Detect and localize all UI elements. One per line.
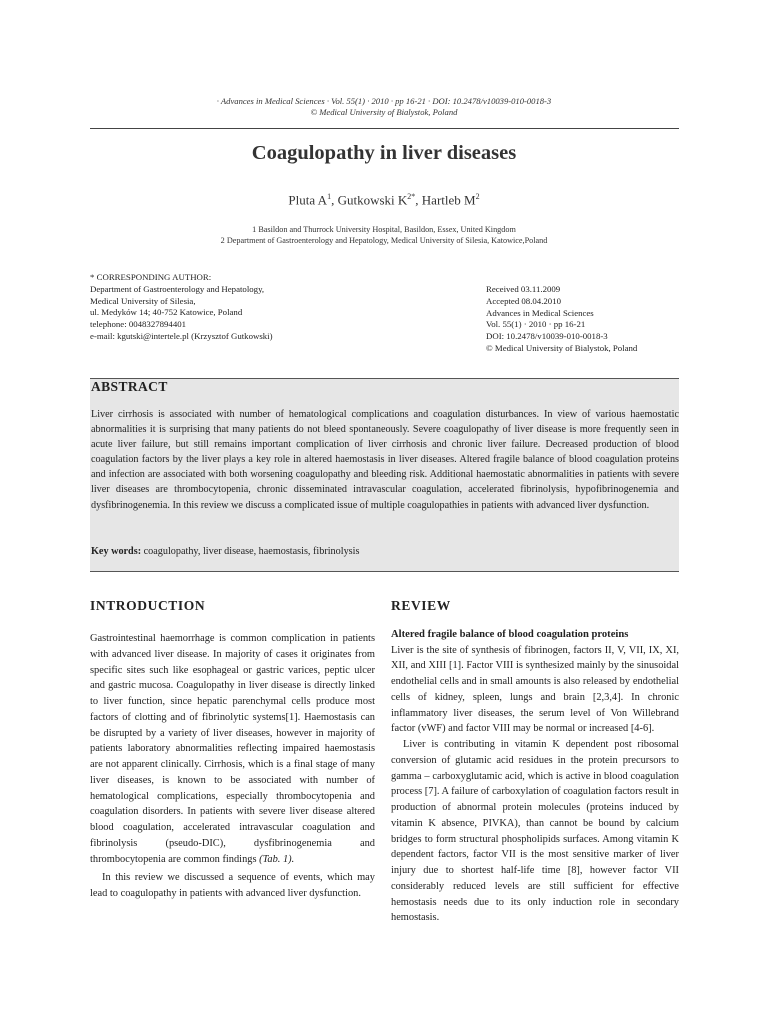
introduction-column bbox=[90, 598, 375, 902]
received-line: Advances in Medical Sciences bbox=[486, 307, 594, 318]
table-reference: (Tab. 1). bbox=[259, 853, 295, 865]
affiliation-1: 1 Basildon and Thurrock University Hospital, Basildon, Essex, United Kingdom bbox=[252, 225, 516, 234]
received-line: DOI: 10.2478/v10039-010-0018-3 bbox=[486, 331, 608, 342]
review-subheading: Altered fragile balance of blood coagulation proteins bbox=[391, 629, 629, 640]
introduction-heading: INTRODUCTION bbox=[90, 598, 206, 613]
introduction-paragraph bbox=[90, 631, 375, 867]
abstract-text: Liver cirrhosis is associated with number of hematological complications and coagulation disturbances. In view of various haemostatic abnormalities it is surprising that many patients do not bleed spontaneously. Severe coagulopathy of liver disease is more frequently seen in acute liver failure, but still remains important complication of liver cirrhosis and chronic liver failure. Decreased production of blood coagulation factors by the liver plays a key role in altered haemostasis in liver diseases. Altered fragile balance of blood coagulation proteins and infection are associated with both worsening coagulopathy and bleeding risk. Additional haemostatic abnormalities in patients with severe liver diseases are thrombocytopenia, chronic disseminated intravascular coagulation, accelerated fibrinolysis, hypofibrinogenemia and dysfibrinogenemia. In this review we discuss a complicated issue of multiple coagulopathies in patients with advanced liver dysfunction. bbox=[91, 409, 679, 511]
corresponding-line: telephone: 0048327894401 bbox=[90, 319, 187, 330]
review-paragraph: Liver is the site of synthesis of fibrinogen, factors II, V, VII, IX, XI, XII, and XIII [1]. Factor VIII is synthesized mainly by the sinusoidal endothelial cells and in small amounts is also released by endothelial cells of kidney, spleen, lungs and brain [2,3,4]. In chronic inflammatory liver diseases, the serum level of Von Willebrand factor (vWF) and factor VIII may be normal or increased [4-6]. bbox=[391, 644, 679, 735]
affiliations bbox=[0, 224, 768, 246]
introduction-paragraph-text: Gastrointestinal haemorrhage is common complication in patients with advanced liver disease. In majority of cases it originates from specific sites such like esophageal or gastric varices, peptic ulcer and gastric mucosa. Coagulopathy in liver disease is directly linked to liver function, since hepatic parenchymal cells produce most factors of clotting and of fibrinolytic systems[1]. Haemostasis can be disrupted by a variety of liver diseases, however in majority of patients laboratory abnormalities reflecting impaired haemostasis are not apparent clinically. Cirrhosis, which is a final stage of many liver diseases, is known to be associated with number of hematological complications, especially thrombocytopenia and coagulation disorders. In patients with severe liver disease altered blood coagulation, accelerated intravascular coagulation and fibrinolysis (pseudo-DIC), dysfibrinogenemia and thrombocytopenia are common findings bbox=[90, 633, 375, 865]
affiliation-2: 2 Department of Gastroenterology and Hepatology, Medical University of Silesia, Katowice,Poland bbox=[220, 236, 548, 245]
journal-header bbox=[0, 96, 768, 118]
author-name: Hartleb M bbox=[421, 192, 476, 208]
header-divider bbox=[90, 128, 679, 129]
corresponding-line: ul. Medyków 14; 40-752 Katowice, Poland bbox=[90, 307, 243, 318]
review-paragraph: Liver is contributing in vitamin K dependent post ribosomal conversion of glutamic acid residues in the protein precursors to gamma – carboxyglutamic acid, which is active in blood coagulation process [7]. A failure of carboxylation of coagulation factors result in production of abnormal protein molecules (proteins induced by vitamin K absence, PIVKA), than cannot be bound by calcium bridges to form structural phospholipids surfaces. Among vitamin K dependent factors, factor VII is the most sensitive marker of liver injury due to shortest half-life time [8], however factor VII considerably reduced levels are still sufficient for effective hemostasis needs due to its only induction role in secondary hemostasis. bbox=[391, 739, 679, 924]
received-line: Received 03.11.2009 bbox=[486, 284, 561, 294]
corresponding-heading: * CORRESPONDING AUTHOR: bbox=[90, 272, 212, 282]
corresponding-email: e-mail: kgutski@intertele.pl (Krzysztof Gutkowski) bbox=[90, 330, 273, 341]
corresponding-author bbox=[90, 272, 420, 343]
journal-copyright: © Medical University of Bialystok, Poland bbox=[310, 107, 458, 117]
author-affiliation-mark: 1 bbox=[327, 192, 332, 201]
introduction-paragraph: In this review we discussed a sequence of events, which may lead to coagulopathy in patients with advanced liver dysfunction. bbox=[90, 872, 375, 899]
keywords bbox=[91, 546, 679, 557]
paper-title: Coagulopathy in liver diseases bbox=[251, 142, 517, 164]
author-name: Pluta A bbox=[288, 192, 328, 208]
publication-dates bbox=[486, 284, 686, 355]
received-line: © Medical University of Bialystok, Poland bbox=[486, 342, 638, 353]
received-line: Vol. 55(1) · 2010 · pp 16-21 bbox=[486, 319, 586, 330]
author-affiliation-mark: 2* bbox=[407, 192, 416, 201]
keywords-label: Key words: bbox=[91, 546, 142, 557]
author-list: Pluta $A^1$, Gutkowski $K^{2*}$, Hartleb $M^2$ bbox=[288, 192, 480, 208]
keywords-list: coagulopathy, liver disease, haemostasis, fibrinolysis bbox=[143, 546, 360, 557]
corresponding-line: Department of Gastroenterology and Hepatology, bbox=[90, 283, 265, 294]
review-column bbox=[391, 598, 679, 926]
received-line: Accepted 08.04.2010 bbox=[486, 295, 561, 306]
author-name: Gutkowski K bbox=[337, 192, 408, 208]
journal-citation: · Advances in Medical Sciences · Vol. 55(1) · 2010 · pp 16-21 · DOI: 10.2478/v10039-010-0018-3 bbox=[216, 96, 552, 106]
abstract-heading: ABSTRACT bbox=[91, 379, 168, 394]
abstract-box bbox=[90, 378, 679, 572]
review-heading: REVIEW bbox=[391, 598, 451, 613]
corresponding-line: Medical University of Silesia, bbox=[90, 295, 196, 306]
author-affiliation-mark: 2 bbox=[475, 192, 480, 201]
